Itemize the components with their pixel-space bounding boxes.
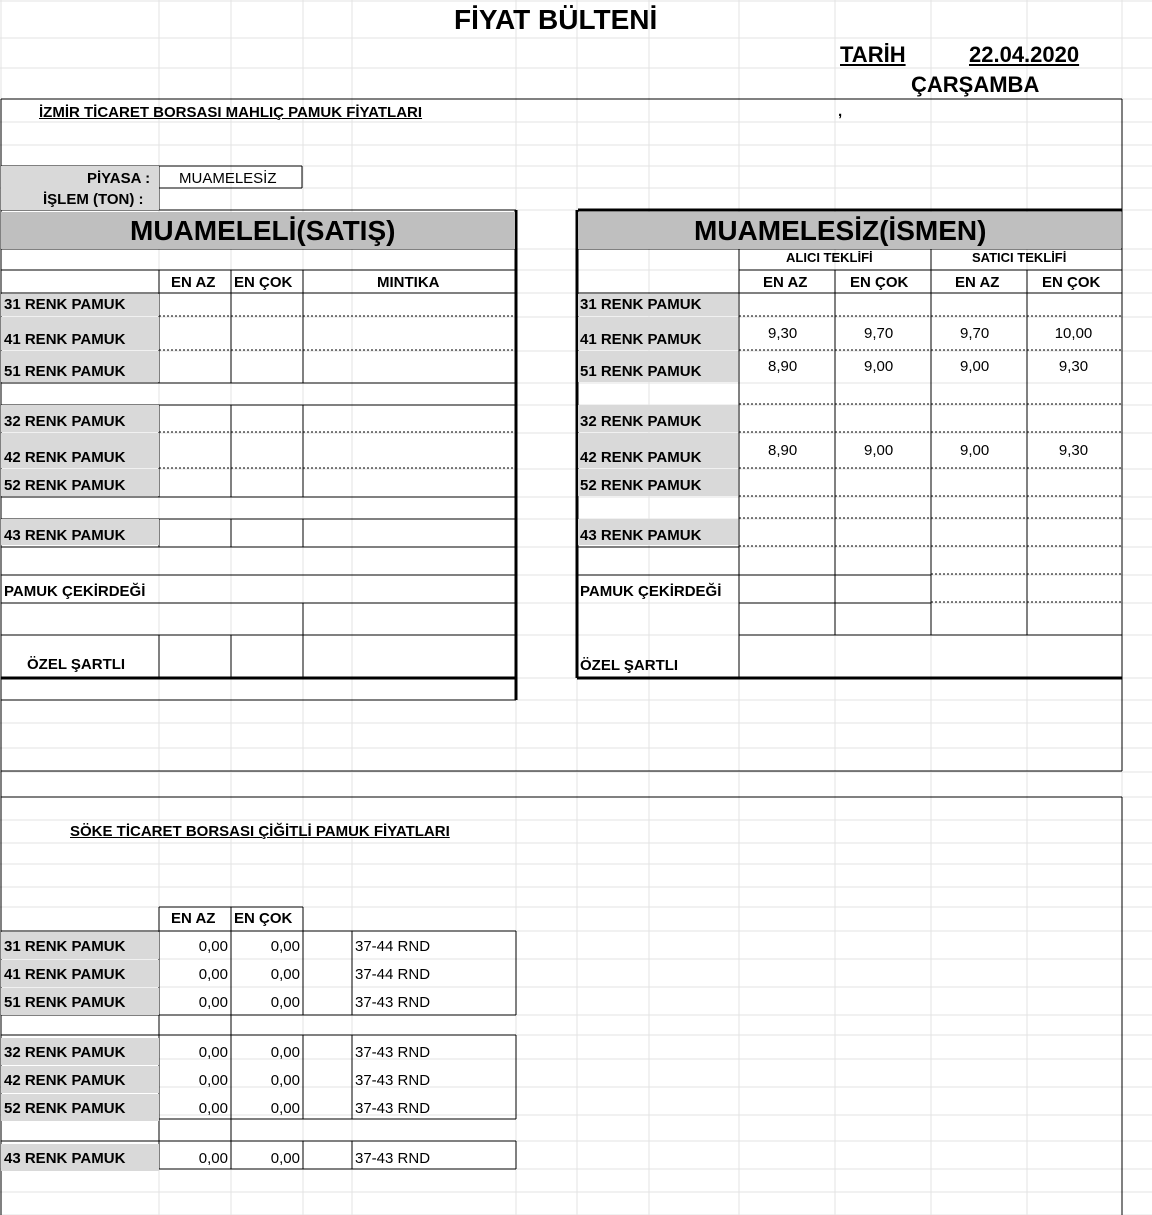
right-row-label: 31 RENK PAMUK [580,296,702,313]
izmir-heading: İZMİR TİCARET BORSASI MAHLIÇ PAMUK FİYATLARI [39,104,423,121]
right-row-label: 52 RENK PAMUK [580,477,702,494]
satici-teklifi-header: SATICI TEKLİFİ [972,250,1067,265]
left-section-title: MUAMELELİ(SATIŞ) [130,215,396,246]
soke-heading: SÖKE TİCARET BORSASI ÇİĞİTLİ PAMUK FİYATLARI [70,823,450,840]
right-row-label: 42 RENK PAMUK [580,449,702,466]
satici-en-cok-value: 10,00 [1054,325,1093,342]
alici-col-en-cok: EN ÇOK [850,274,909,291]
satici-en-az-value: 9,00 [960,442,990,459]
soke-row-label: 52 RENK PAMUK [4,1100,126,1117]
left-pamuk-cekirdegi: PAMUK ÇEKİRDEĞİ [4,583,146,600]
soke-row-label: 31 RENK PAMUK [4,938,126,955]
left-col-mintika: MINTIKA [377,274,440,291]
soke-en-az-value: 0,00 [198,1150,228,1167]
piyasa-label: PİYASA : [87,170,151,187]
soke-row-label: 41 RENK PAMUK [4,966,126,983]
left-row-label: 32 RENK PAMUK [4,413,126,430]
satici-col-en-cok: EN ÇOK [1042,274,1101,291]
right-row-label: 43 RENK PAMUK [580,527,702,544]
date-value: 22.04.2020 [969,42,1080,67]
soke-rnd-value: 37-43 RND [355,1100,431,1117]
soke-row-label: 32 RENK PAMUK [4,1044,126,1061]
alici-en-az-value: 9,30 [768,325,798,342]
soke-row-label: 42 RENK PAMUK [4,1072,126,1089]
left-col-en-az: EN AZ [171,274,216,291]
left-col-en-cok: EN ÇOK [234,274,293,291]
soke-en-cok-value: 0,00 [270,1100,300,1117]
alici-en-cok-value: 9,00 [864,442,894,459]
izmir-comma: , [838,103,843,120]
satici-en-cok-value: 9,30 [1058,358,1089,375]
left-row-label: 31 RENK PAMUK [4,296,126,313]
islem-label: İŞLEM (TON) : [43,191,144,208]
left-row-label: 52 RENK PAMUK [4,477,126,494]
right-row-label: 51 RENK PAMUK [580,363,702,380]
soke-en-az-value: 0,00 [198,938,228,955]
soke-en-cok-value: 0,00 [270,938,300,955]
day-name: ÇARŞAMBA [911,72,1040,97]
alici-en-cok-value: 9,70 [864,325,894,342]
soke-rnd-value: 37-44 RND [355,966,431,983]
soke-rnd-value: 37-43 RND [355,994,431,1011]
soke-en-cok-value: 0,00 [270,1072,300,1089]
soke-row-label: 43 RENK PAMUK [4,1150,126,1167]
satici-en-az-value: 9,00 [960,358,990,375]
left-row-label: 41 RENK PAMUK [4,331,126,348]
soke-en-cok-value: 0,00 [270,966,300,983]
left-row-label: 42 RENK PAMUK [4,449,126,466]
soke-en-cok-value: 0,00 [270,1044,300,1061]
satici-en-az-value: 9,70 [960,325,990,342]
page-title: FİYAT BÜLTENİ [454,4,658,35]
soke-col-en-cok: EN ÇOK [234,910,293,927]
right-row-label: 32 RENK PAMUK [580,413,702,430]
satici-en-cok-value: 9,30 [1058,442,1089,459]
soke-rnd-value: 37-44 RND [355,938,431,955]
right-pamuk-cekirdegi: PAMUK ÇEKİRDEĞİ [580,583,722,600]
alici-en-az-value: 8,90 [768,358,798,375]
soke-rnd-value: 37-43 RND [355,1072,431,1089]
piyasa-value: MUAMELESİZ [179,170,277,187]
soke-en-az-value: 0,00 [198,1100,228,1117]
soke-rnd-value: 37-43 RND [355,1150,431,1167]
soke-en-az-value: 0,00 [198,1072,228,1089]
soke-en-cok-value: 0,00 [270,994,300,1011]
left-ozel-sartli: ÖZEL ŞARTLI [27,656,126,673]
soke-en-cok-value: 0,00 [270,1150,300,1167]
right-section-title: MUAMELESİZ(İSMEN) [694,215,987,246]
right-row-label: 41 RENK PAMUK [580,331,702,348]
left-row-label: 51 RENK PAMUK [4,363,126,380]
soke-en-az-value: 0,00 [198,1044,228,1061]
alici-col-en-az: EN AZ [763,274,808,291]
alici-teklifi-header: ALICI TEKLİFİ [786,250,873,265]
soke-en-az-value: 0,00 [198,994,228,1011]
soke-col-en-az: EN AZ [171,910,216,927]
satici-col-en-az: EN AZ [955,274,1000,291]
date-label: TARİH [840,42,906,67]
alici-en-az-value: 8,90 [768,442,798,459]
right-ozel-sartli: ÖZEL ŞARTLI [580,657,679,674]
soke-rnd-value: 37-43 RND [355,1044,431,1061]
alici-en-cok-value: 9,00 [864,358,894,375]
soke-en-az-value: 0,00 [198,966,228,983]
soke-row-label: 51 RENK PAMUK [4,994,126,1011]
left-row-label: 43 RENK PAMUK [4,527,126,544]
